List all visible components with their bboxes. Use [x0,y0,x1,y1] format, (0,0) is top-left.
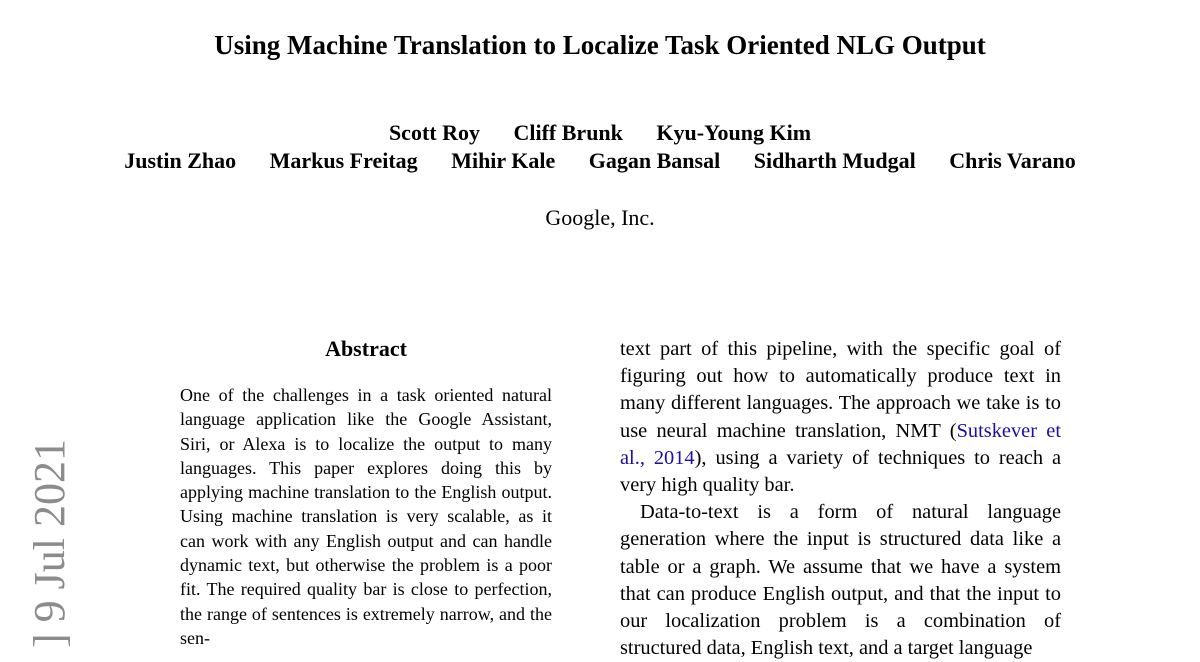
authors-row-1 [0,120,1200,146]
body-text: text part of this pipeline, with the specific goal of figuring out how to automatically produce text in many different languages. The approach we take is to use neural machine translation, NMT ( [620,338,1061,442]
author: Kyu-Young Kim [656,120,812,145]
abstract-heading: Abstract [325,336,407,361]
abstract-text: One of the challenges in a task oriented natural language application like the Google Assistant, Siri, or Alexa is to localize the output to many languages. This paper explores doing this by applying machine translation to the English output. Using machine translation is very scalable, as it can work with any English output and can handle dynamic text, but otherwise the problem is a poor fit. The required quality bar is close to perfection, the range of sentences is extremely narrow, and the sen- [180,385,552,648]
author: Chris Varano [949,148,1076,173]
arxiv-stamp: ] 9 Jul 2021 [25,439,74,648]
body-paragraph-1 [620,336,1061,499]
author: Cliff Brunk [513,120,623,145]
author: Sidharth Mudgal [753,148,916,173]
author: Gagan Bansal [588,148,721,173]
affiliation: Google, Inc. [545,205,655,230]
paper-title: Using Machine Translation to Localize Task Oriented NLG Output [214,30,986,60]
author: Markus Freitag [269,148,418,173]
body-paragraph-2: Data-to-text is a form of natural language generation where the input is structured data like a table or a graph. We assume that we have a system that can produce English output, and that the input to our localization problem is a combination of structured data, English text, and a target language [620,501,1061,660]
author: Justin Zhao [124,148,237,173]
citation-link[interactable]: Sutskever et al., 2014 [620,419,1062,469]
body-column [620,336,1061,662]
author: Mihir Kale [451,148,556,173]
body-text: ), using a variety of techniques to reach a very high quality bar. [620,446,1061,497]
authors-row-2 [0,148,1200,174]
author: Scott Roy [388,120,480,145]
